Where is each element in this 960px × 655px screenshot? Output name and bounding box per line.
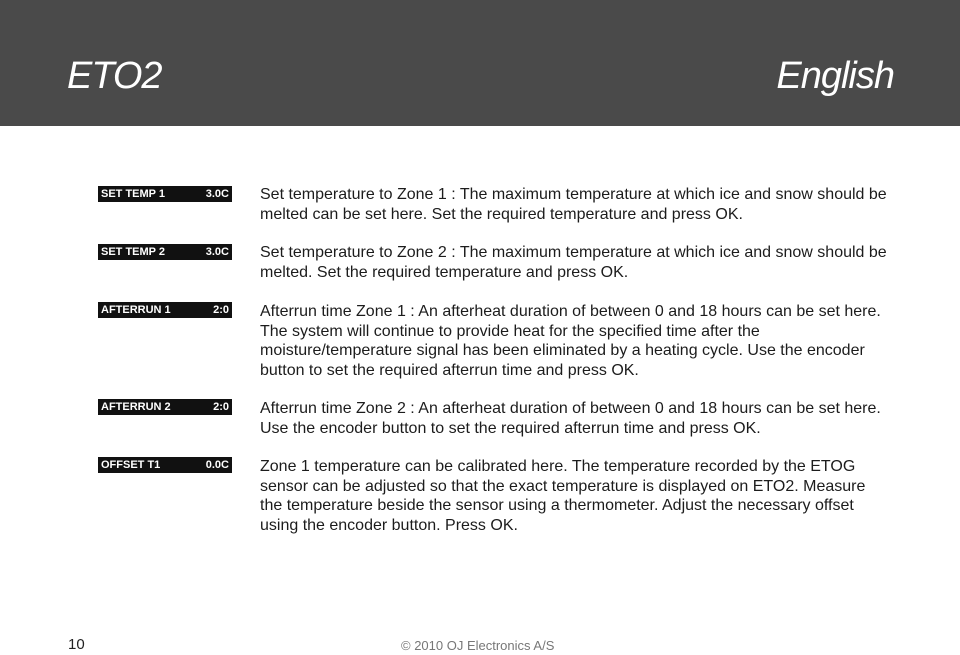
display-readout [98,457,232,473]
display-readout [98,399,232,415]
display-readout [98,302,232,318]
display-readout [98,244,232,260]
entry-description: Set temperature to Zone 2 : The maximum temperature at which ice and snow should be melted. Set the required temperature and press OK. [260,244,887,281]
display-value: 2:0 [213,401,229,413]
display-label: SET TEMP 1 [101,188,165,200]
display-value: 3.0C [205,246,229,258]
page-number: 10 [68,636,85,653]
display-label: AFTERRUN 2 [101,401,171,413]
display-label: OFFSET T1 [101,459,161,471]
product-title: ETO2 [67,55,162,97]
display-value: 2:0 [213,304,229,316]
entry-description: Afterrun time Zone 2 : An afterheat duration of between 0 and 18 hours can be set here. Use the encoder button to set the required afterrun time and press OK. [260,400,881,437]
display-label: AFTERRUN 1 [101,304,171,316]
display-value: 3.0C [205,188,229,200]
copyright-notice: © 2010 OJ Electronics A/S [401,638,555,653]
entry-description: Zone 1 temperature can be calibrated here. The temperature recorded by the ETOG sensor can be adjusted so that the exact temperature is displayed on ETO2. Measure the temperature beside the sensor using a thermometer. Adjust the necessary offset using the encoder button. Press OK. [260,458,866,534]
language-title: English [776,55,894,97]
page-header [0,0,960,126]
entry-description: Set temperature to Zone 1 : The maximum temperature at which ice and snow should be melted can be set here. Set the required temperature and press OK. [260,186,887,223]
entry-description: Afterrun time Zone 1 : An afterheat duration of between 0 and 18 hours can be set here. The system will continue to provide heat for the specified time after the moisture/temperature signal has been eliminated by a heating cycle. Use the encoder button to set the required afterrun time and press OK. [260,303,881,379]
display-readout [98,186,232,202]
display-value: 0.0C [205,459,229,471]
display-label: SET TEMP 2 [101,246,165,258]
